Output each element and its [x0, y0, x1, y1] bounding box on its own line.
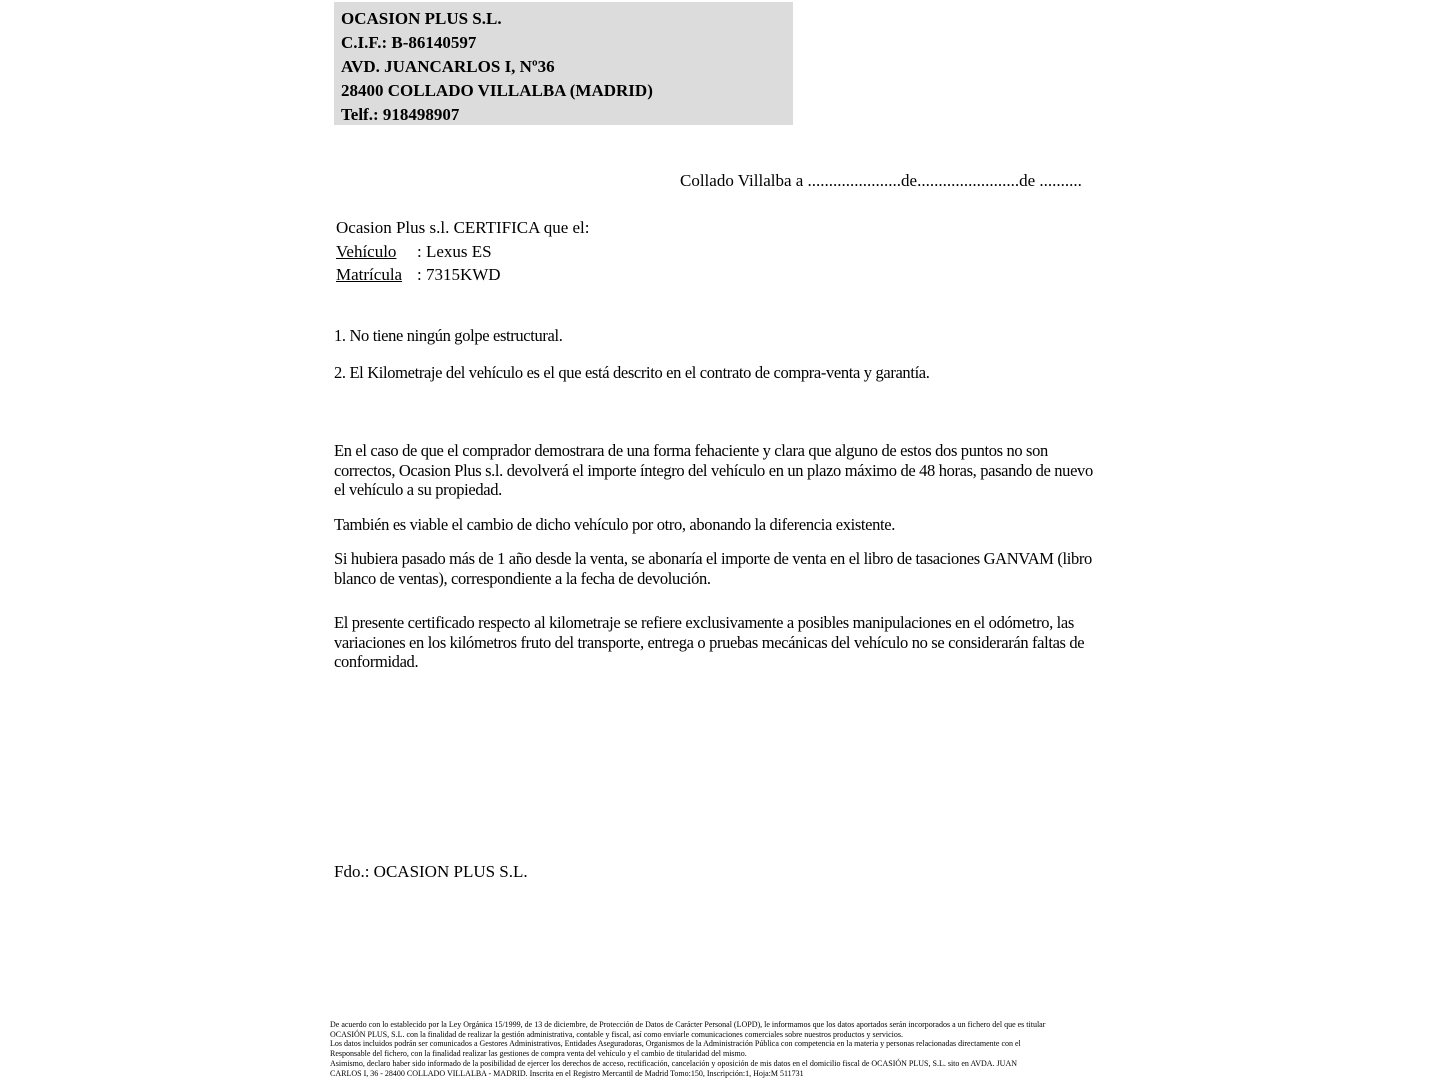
legal-footer-line: De acuerdo con lo establecido por la Ley Orgánica 15/1999, de 13 de diciembre, de Protección de Datos de Carácter Personal (LOPD), le informamos que los datos aportados serán incorporados a un fichero del que es titular [330, 1020, 1046, 1029]
ganvam-clause-paragraph: Si hubiera pasado más de 1 año desde la venta, se abonaría el importe de venta en el libro de tasaciones GANVAM (libro blanco de ventas), correspondiente a la fecha de devolución. [334, 549, 1092, 588]
vehicle-label: Vehículo [336, 241, 397, 261]
odometer-clause-paragraph: El presente certificado respecto al kilometraje se refiere exclusivamente a posibles manipulaciones en el odómetro, las variaciones en los kilómetros fruto del transporte, entrega o pruebas mecánicas del vehículo no se considerarán faltas de conformidad. [334, 613, 1085, 671]
legal-footer [330, 1020, 1120, 1078]
legal-footer-line: OCASIÓN PLUS, S.L. con la finalidad de realizar la gestión administrativa, contable y fiscal, así como enviarle comunicaciones comerciales sobre nuestros productos y servicios. [330, 1029, 903, 1039]
company-address: AVD. JUANCARLOS I, Nº36 [341, 57, 555, 76]
company-phone: Telf.: 918498907 [341, 105, 460, 124]
vehicle-value: : Lexus ES [417, 241, 492, 261]
plate-value: : 7315KWD [417, 265, 501, 284]
vehicle-row [336, 240, 590, 264]
certified-point-1: 1. No tiene ningún golpe estructural. [334, 326, 563, 345]
company-city: 28400 COLLADO VILLALBA (MADRID) [341, 81, 653, 100]
date-line: Collado Villalba a ......................de........................de .......... [680, 171, 1082, 190]
signature-line: Fdo.: OCASION PLUS S.L. [334, 862, 528, 881]
certified-point-2: 2. El Kilometraje del vehículo es el que está descrito en el contrato de compra-venta y garantía. [334, 363, 930, 382]
plate-label: Matrícula [336, 265, 403, 284]
legal-footer-line: Asimismo, declaro haber sido informado de la posibilidad de ejercer los derechos de acceso, rectificación, cancelación y oposición de mis datos en el domicilio fiscal de OCASIÓN PLUS, S.L. sito en AVDA. JUAN [330, 1058, 1018, 1068]
plate-row [336, 263, 590, 287]
certification-block [336, 216, 590, 287]
legal-footer-line: CARLOS I, 36 - 28400 COLLADO VILLALBA - MADRID. Inscrita en el Registro Mercantil de Madrid Tomo:150, Inscripción:1, Hoja:M 511731 [330, 1068, 804, 1078]
company-cif: C.I.F.: B-86140597 [341, 33, 477, 52]
certification-intro: Ocasion Plus s.l. CERTIFICA que el: [336, 218, 590, 237]
company-name: OCASION PLUS S.L. [341, 9, 502, 28]
refund-clause-paragraph: En el caso de que el comprador demostrara de una forma fehaciente y clara que alguno de estos dos puntos no son correctos, Ocasion Plus s.l. devolverá el importe íntegro del vehículo en un plazo máximo de 48 horas, pasando de nuevo el vehículo a su propiedad. [334, 441, 1093, 499]
legal-footer-line: Responsable del fichero, con la finalidad realizar las gestiones de compra venta del vehículo y el cambio de titularidad del mismo. [330, 1049, 747, 1059]
letterhead-box [334, 2, 793, 125]
legal-footer-line: Los datos incluidos podrán ser comunicados a Gestores Administrativos, Entidades Aseguradoras, Organismos de la Administración Pública con competencia en la materia y personas relacionadas directamente con el [330, 1039, 1021, 1049]
exchange-clause-paragraph: También es viable el cambio de dicho vehículo por otro, abonando la diferencia existente. [334, 515, 896, 534]
